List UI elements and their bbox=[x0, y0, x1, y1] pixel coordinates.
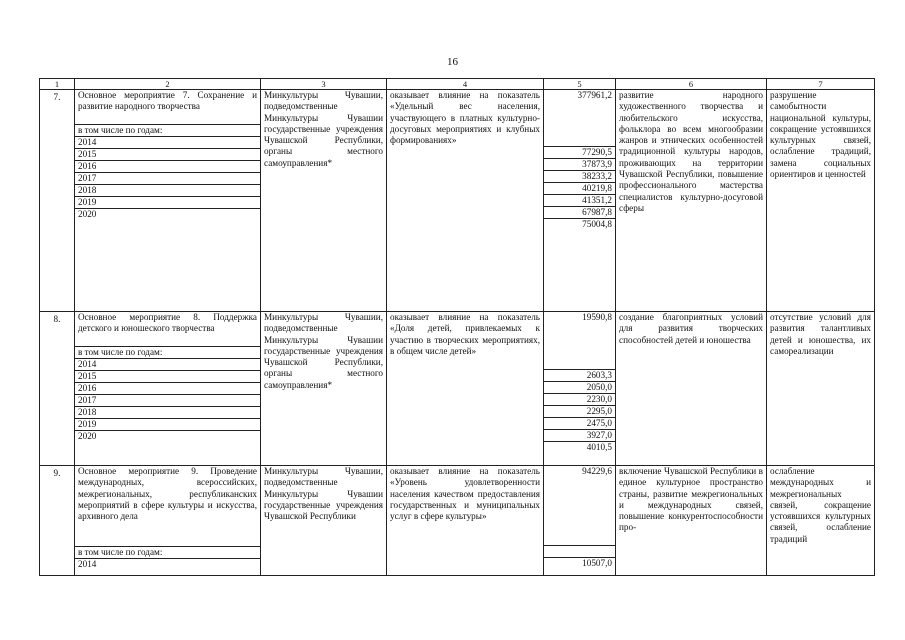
header-cell: 6 bbox=[616, 79, 767, 90]
funding-total: 94229,6 bbox=[582, 466, 612, 476]
funding-value: 77290,5 bbox=[544, 146, 615, 158]
funding-value: 75004,8 bbox=[544, 218, 615, 230]
activity-cell bbox=[75, 466, 261, 576]
funding-value: 37873,9 bbox=[544, 158, 615, 170]
funding-value: 2230,0 bbox=[544, 393, 615, 405]
table-row bbox=[40, 466, 875, 576]
funding-value: 2050,0 bbox=[544, 381, 615, 393]
header-row bbox=[40, 79, 875, 90]
risk-cell: отсутствие условий для развития талантливых детей и юношества, их самореализации bbox=[767, 312, 875, 466]
funding-value: 2603,3 bbox=[544, 369, 615, 381]
year-label: 2017 bbox=[75, 394, 260, 406]
funding-value: 67987,8 bbox=[544, 206, 615, 218]
year-label: 2019 bbox=[75, 196, 260, 208]
page-number: 16 bbox=[447, 56, 458, 68]
indicator-cell: оказывает влияние на показатель «Удельный вес населения, участвующего в платных культурно-досуговых мероприятиях и клубных формированиях» bbox=[387, 90, 544, 312]
activity-title: Основное мероприятие 8. Поддержка детского и юношеского творчества bbox=[78, 312, 257, 334]
row-number: 8. bbox=[40, 312, 75, 466]
year-label: 2014 bbox=[75, 136, 260, 148]
indicator-cell: оказывает влияние на показатель «Доля детей, привлекаемых к участию в творческих мероприятиях, в общем числе детей» bbox=[387, 312, 544, 466]
executor-cell: Минкультуры Чувашии, подведомственные Минкультуры Чувашии государственные учреждения Чувашской Республики bbox=[261, 466, 387, 576]
header-cell: 4 bbox=[387, 79, 544, 90]
activity-title: Основное мероприятие 7. Сохранение и развитие народного творчества bbox=[78, 90, 257, 112]
funding-cell bbox=[544, 90, 616, 312]
year-label: 2018 bbox=[75, 184, 260, 196]
years-subtitle: в том числе по годам: bbox=[75, 346, 260, 358]
funding-value: 40219,8 bbox=[544, 182, 615, 194]
years-subtitle: в том числе по годам: bbox=[75, 546, 260, 558]
funding-cell bbox=[544, 312, 616, 466]
header-cell: 5 bbox=[544, 79, 616, 90]
year-label: 2019 bbox=[75, 418, 260, 430]
result-cell: включение Чувашской Республики в единое культурное пространство страны, развитие межрегиональных и международных связей, повышение конкурентоспособности про- bbox=[616, 466, 767, 576]
year-label: 2020 bbox=[75, 430, 260, 442]
year-label: 2014 bbox=[75, 558, 260, 570]
activity-cell bbox=[75, 90, 261, 312]
row-number: 7. bbox=[40, 90, 75, 312]
activity-title: Основное мероприятие 9. Проведение международных, всероссийских, межрегиональных, республиканских мероприятий в сфере культуры и искусства, архивного дела bbox=[78, 466, 257, 522]
executor-cell: Минкультуры Чувашии, подведомственные Минкультуры Чувашии государственные учреждения Чувашской Республики, органы местного самоуправления* bbox=[261, 90, 387, 312]
year-label: 2016 bbox=[75, 160, 260, 172]
year-label: 2015 bbox=[75, 148, 260, 160]
year-label: 2016 bbox=[75, 382, 260, 394]
table-row bbox=[40, 90, 875, 312]
funding-value bbox=[544, 545, 615, 557]
row-number: 9. bbox=[40, 466, 75, 576]
program-table bbox=[39, 78, 875, 576]
funding-value: 4010,5 bbox=[544, 441, 615, 453]
funding-value: 10507,0 bbox=[544, 557, 615, 569]
funding-total: 377961,2 bbox=[577, 90, 612, 100]
year-label: 2015 bbox=[75, 370, 260, 382]
activity-cell bbox=[75, 312, 261, 466]
year-label: 2018 bbox=[75, 406, 260, 418]
year-label: 2017 bbox=[75, 172, 260, 184]
year-label: 2014 bbox=[75, 358, 260, 370]
risk-cell: ослабление международных и межрегиональных связей, сокращение устоявшихся культурных связей, ослабление традиций bbox=[767, 466, 875, 576]
result-cell: создание благоприятных условий для развития творческих способностей детей и юношества bbox=[616, 312, 767, 466]
header-cell: 7 bbox=[767, 79, 875, 90]
funding-total: 19590,8 bbox=[582, 312, 612, 322]
year-label: 2020 bbox=[75, 208, 260, 220]
funding-cell bbox=[544, 466, 616, 576]
funding-value: 41351,2 bbox=[544, 194, 615, 206]
funding-value: 3927,0 bbox=[544, 429, 615, 441]
funding-value: 2475,0 bbox=[544, 417, 615, 429]
result-cell: развитие народного художественного творчества и любительского искусства, фольклора во всем многообразии жанров и этнических особенностей традиционной культуры народов, проживающих на территории Чувашской Республики, повышение профессионального мастерства специалистов культурно-досуговой сферы bbox=[616, 90, 767, 312]
years-subtitle: в том числе по годам: bbox=[75, 124, 260, 136]
indicator-cell: оказывает влияние на показатель «Уровень удовлетворенности населения качеством предоставления государственных и муниципальных услуг в сфере культуры» bbox=[387, 466, 544, 576]
header-cell: 3 bbox=[261, 79, 387, 90]
header-cell: 2 bbox=[75, 79, 261, 90]
header-cell: 1 bbox=[40, 79, 75, 90]
table-row bbox=[40, 312, 875, 466]
executor-cell: Минкультуры Чувашии, подведомственные Минкультуры Чувашии государственные учреждения Чувашской Республики, органы местного самоуправления* bbox=[261, 312, 387, 466]
funding-value: 38233,2 bbox=[544, 170, 615, 182]
funding-value: 2295,0 bbox=[544, 405, 615, 417]
risk-cell: разрушение самобытности национальной культуры, сокращение устоявшихся культурных связей, ослабление традиций, замена социальных ориентиров и ценностей bbox=[767, 90, 875, 312]
